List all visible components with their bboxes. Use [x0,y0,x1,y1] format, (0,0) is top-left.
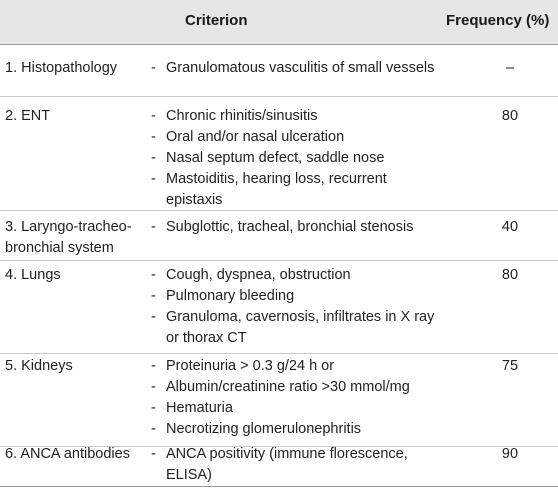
criterion-list [151,106,441,211]
criterion-item: - Subglottic, tracheal, bronchial stenosis [151,217,441,238]
category-label: 4. Lungs [5,267,61,283]
table-row-kidneys [0,353,558,447]
frequency-value: 90 [501,446,519,462]
category-label: 2. ENT [5,108,51,124]
bullet-dash: - [151,219,156,235]
criterion-list [151,444,441,486]
bullet-dash: - [151,288,156,304]
bullet-dash: - [151,267,156,283]
frequency-value: – [505,60,515,76]
criterion-item: - Nasal septum defect, saddle nose [151,148,441,169]
table-header [0,0,558,45]
bullet-dash: - [151,150,156,166]
frequency-value: 40 [501,219,519,235]
criterion-item: - Proteinuria > 0.3 g/24 h or [151,356,441,377]
criterion-item: - Necrotizing glomerulonephritis [151,419,441,440]
table-row-laryngo-tracheo-bronchial [0,210,558,261]
frequency-value: 75 [501,358,519,374]
header-criterion: Criterion [185,12,248,29]
criterion-item: - Granuloma, cavernosis, infiltrates in X ray or thorax CT [151,309,435,346]
criterion-item: - Granulomatous vasculitis of small vessels [151,58,441,79]
bullet-dash: - [151,108,156,124]
criterion-item: - Mastoiditis, hearing loss, recurrent epistaxis [151,171,387,208]
bullet-dash: - [151,309,156,325]
bullet-dash: - [151,379,156,395]
bullet-dash: - [151,421,156,437]
bullet-dash: - [151,60,156,76]
bullet-dash: - [151,129,156,145]
bullet-dash: - [151,358,156,374]
category-label: 3. Laryngo-tracheo-bronchial system [5,219,132,256]
category-label: 6. ANCA antibodies [5,446,130,462]
table-row-anca [0,446,558,487]
criterion-item: - ANCA positivity (immune florescence, ELISA) [151,446,408,483]
table-row-histopathology [0,44,558,97]
table-row-lungs [0,260,558,354]
bullet-dash: - [151,446,156,462]
criterion-item: - Chronic rhinitis/sinusitis [151,106,441,127]
criterion-list [151,58,441,79]
criterion-list [151,356,441,440]
frequency-value: 80 [501,267,519,283]
bullet-dash: - [151,400,156,416]
criterion-item: - Pulmonary bleeding [151,286,441,307]
category-label: 1. Histopathology [5,60,118,76]
criterion-item: - Hematuria [151,398,441,419]
criterion-list [151,265,441,349]
bullet-dash: - [151,171,156,187]
header-frequency: Frequency (%) [446,12,550,29]
criterion-item: - Cough, dyspnea, obstruction [151,265,441,286]
category-label: 5. Kidneys [5,358,73,374]
criterion-item: - Albumin/creatinine ratio >30 mmol/mg [151,377,441,398]
frequency-value: 80 [501,108,519,124]
table-row-ent [0,96,558,211]
criterion-item: - Oral and/or nasal ulceration [151,127,441,148]
criterion-list [151,217,441,238]
